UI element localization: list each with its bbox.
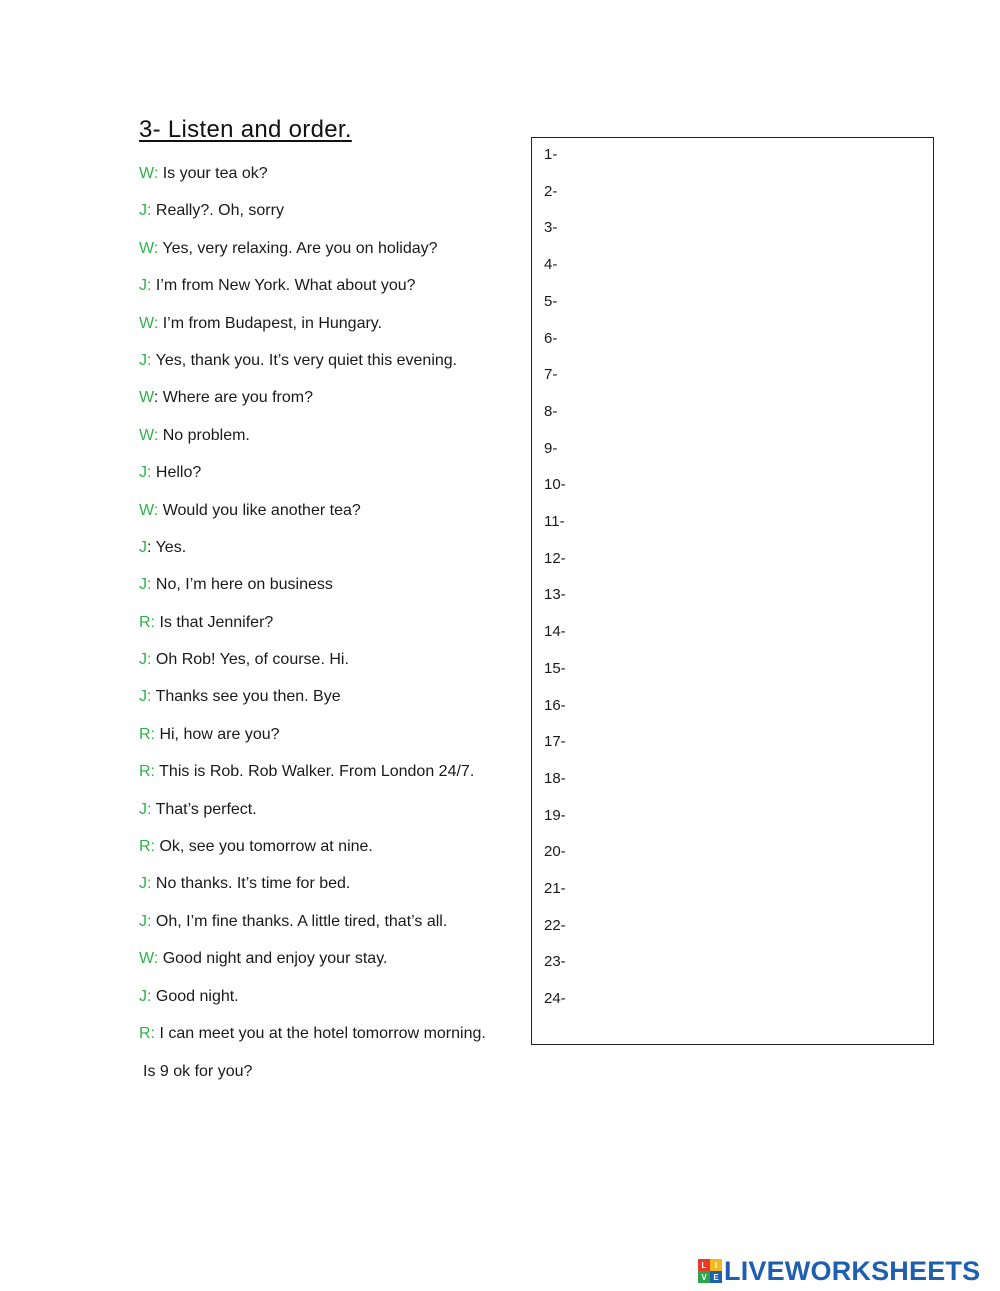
speaker-label: J [139,538,147,556]
speaker-label: J: [139,351,152,369]
dialogue-line [139,461,529,498]
answer-slot[interactable]: 13- [544,586,566,604]
dialogue-text: I’m from New York. What about you? [151,277,416,295]
dialogue-line [139,424,529,461]
answer-slot[interactable]: 2- [544,182,558,200]
speaker-label: R: [139,763,155,781]
speaker-label: W: [139,950,159,968]
answer-slot[interactable]: 19- [544,806,566,824]
dialogue-line [139,760,529,797]
exercise-title: 3- Listen and order. [139,116,352,143]
speaker-label: W [139,389,154,407]
dialogue-text: Thanks see you then. Bye [151,688,341,706]
speaker-label: J: [139,688,152,706]
dialogue-line [139,312,529,349]
dialogue-text: Yes, thank you. It’s very quiet this evening. [151,351,458,369]
dialogue-line [139,162,529,199]
answer-slot[interactable]: 11- [544,513,565,530]
speaker-label: W: [139,314,159,332]
dialogue-line [139,199,529,236]
brand-name: LIVEWORKSHEETS [724,1255,981,1286]
answer-slot[interactable]: 20- [544,843,566,861]
speaker-label: J: [139,277,152,295]
dialogue-text: Yes, very relaxing. Are you on holiday? [158,239,438,257]
dialogue-text: Really?. Oh, sorry [151,202,284,220]
answer-slot[interactable]: 17- [544,733,566,751]
dialogue-line [139,1022,529,1059]
dialogue-line [139,386,529,423]
dialogue-text: I’m from Budapest, in Hungary. [158,314,383,332]
speaker-label: W: [139,426,159,444]
speaker-label: J: [139,800,152,818]
dialogue-line [139,499,529,536]
brand-icon-tile: E [710,1271,722,1283]
answer-slot[interactable]: 24- [544,990,566,1008]
answer-box [531,137,934,1045]
answer-slot[interactable]: 15- [544,659,566,677]
speaker-label: J: [139,202,152,220]
answer-slot[interactable]: 12- [544,549,566,567]
answer-slot[interactable]: 4- [544,256,558,274]
dialogue-text: No thanks. It’s time for bed. [151,875,351,893]
answer-slot[interactable]: 5- [544,292,558,310]
speaker-label: R: [139,1024,155,1042]
speaker-label: J: [139,464,152,482]
speaker-label: R: [139,613,155,631]
dialogue-line [139,536,529,573]
liveworksheets-icon [698,1259,722,1283]
dialogue-line [139,349,529,386]
brand-icon-tile: L [698,1259,710,1271]
answer-slot[interactable]: 23- [544,953,566,971]
dialogue-line [139,835,529,872]
brand-logo [698,1256,980,1286]
answer-slot[interactable]: 21- [544,880,566,897]
brand-icon-tile: I [710,1259,722,1271]
dialogue-line [139,910,529,947]
dialogue-line [139,685,529,722]
dialogue-line [139,611,529,648]
dialogue-line [139,648,529,685]
dialogue-text: Would you like another tea? [158,501,361,519]
dialogue-text: I can meet you at the hotel tomorrow morning. [155,1024,486,1042]
speaker-label: J: [139,576,152,594]
dialogue-text: : Yes. [147,538,187,556]
dialogue-text: Hi, how are you? [155,725,280,743]
answer-slot[interactable]: 3- [544,219,558,237]
speaker-label: J: [139,875,152,893]
answer-slot[interactable]: 8- [544,402,558,420]
speaker-label: R: [139,725,155,743]
dialogue-text: Oh, I’m fine thanks. A little tired, that’s all. [151,912,448,930]
dialogue-text: Good night. [151,987,239,1005]
dialogue-text: No, I’m here on business [151,576,333,594]
dialogue-text: Good night and enjoy your stay. [158,950,388,968]
dialogue-line [139,723,529,760]
speaker-label: J: [139,651,152,669]
speaker-label: W: [139,239,159,257]
dialogue-line [139,798,529,835]
brand-icon-tile: V [698,1271,710,1283]
answer-slot[interactable]: 6- [544,329,558,347]
answer-slot[interactable]: 14- [544,623,566,641]
speaker-label: J: [139,912,152,930]
speaker-label: J: [139,987,152,1005]
dialogue-line [139,985,529,1022]
dialogue-text: Oh Rob! Yes, of course. Hi. [151,651,349,669]
dialogue-text: Ok, see you tomorrow at nine. [155,838,373,856]
speaker-label: R: [139,838,155,856]
answer-slot[interactable]: 10- [544,476,566,494]
dialogue-text: : Where are you from? [153,389,313,407]
dialogue-text: Hello? [151,464,202,482]
dialogue-line [139,573,529,610]
dialogue-text: That’s perfect. [151,800,257,818]
answer-slot[interactable]: 1- [544,146,558,163]
dialogue-line [139,872,529,909]
answer-slot[interactable]: 22- [544,916,566,934]
speaker-label: W: [139,501,159,519]
answer-slot[interactable]: 7- [544,366,558,384]
dialogue-text: No problem. [158,426,250,444]
dialogue-continuation: Is 9 ok for you? [143,1063,253,1080]
dialogue-text: This is Rob. Rob Walker. From London 24/7. [155,763,475,781]
dialogue-text: Is that Jennifer? [155,613,274,631]
dialogue-text: Is your tea ok? [158,165,268,182]
answer-slot[interactable]: 9- [544,439,558,457]
speaker-label: W: [139,165,159,182]
dialogue-line [139,947,529,984]
dialogue-line [139,274,529,311]
answer-slot[interactable]: 18- [544,769,566,787]
dialogue-list [139,162,529,1059]
answer-slot[interactable]: 16- [544,696,566,714]
dialogue-line [139,237,529,274]
